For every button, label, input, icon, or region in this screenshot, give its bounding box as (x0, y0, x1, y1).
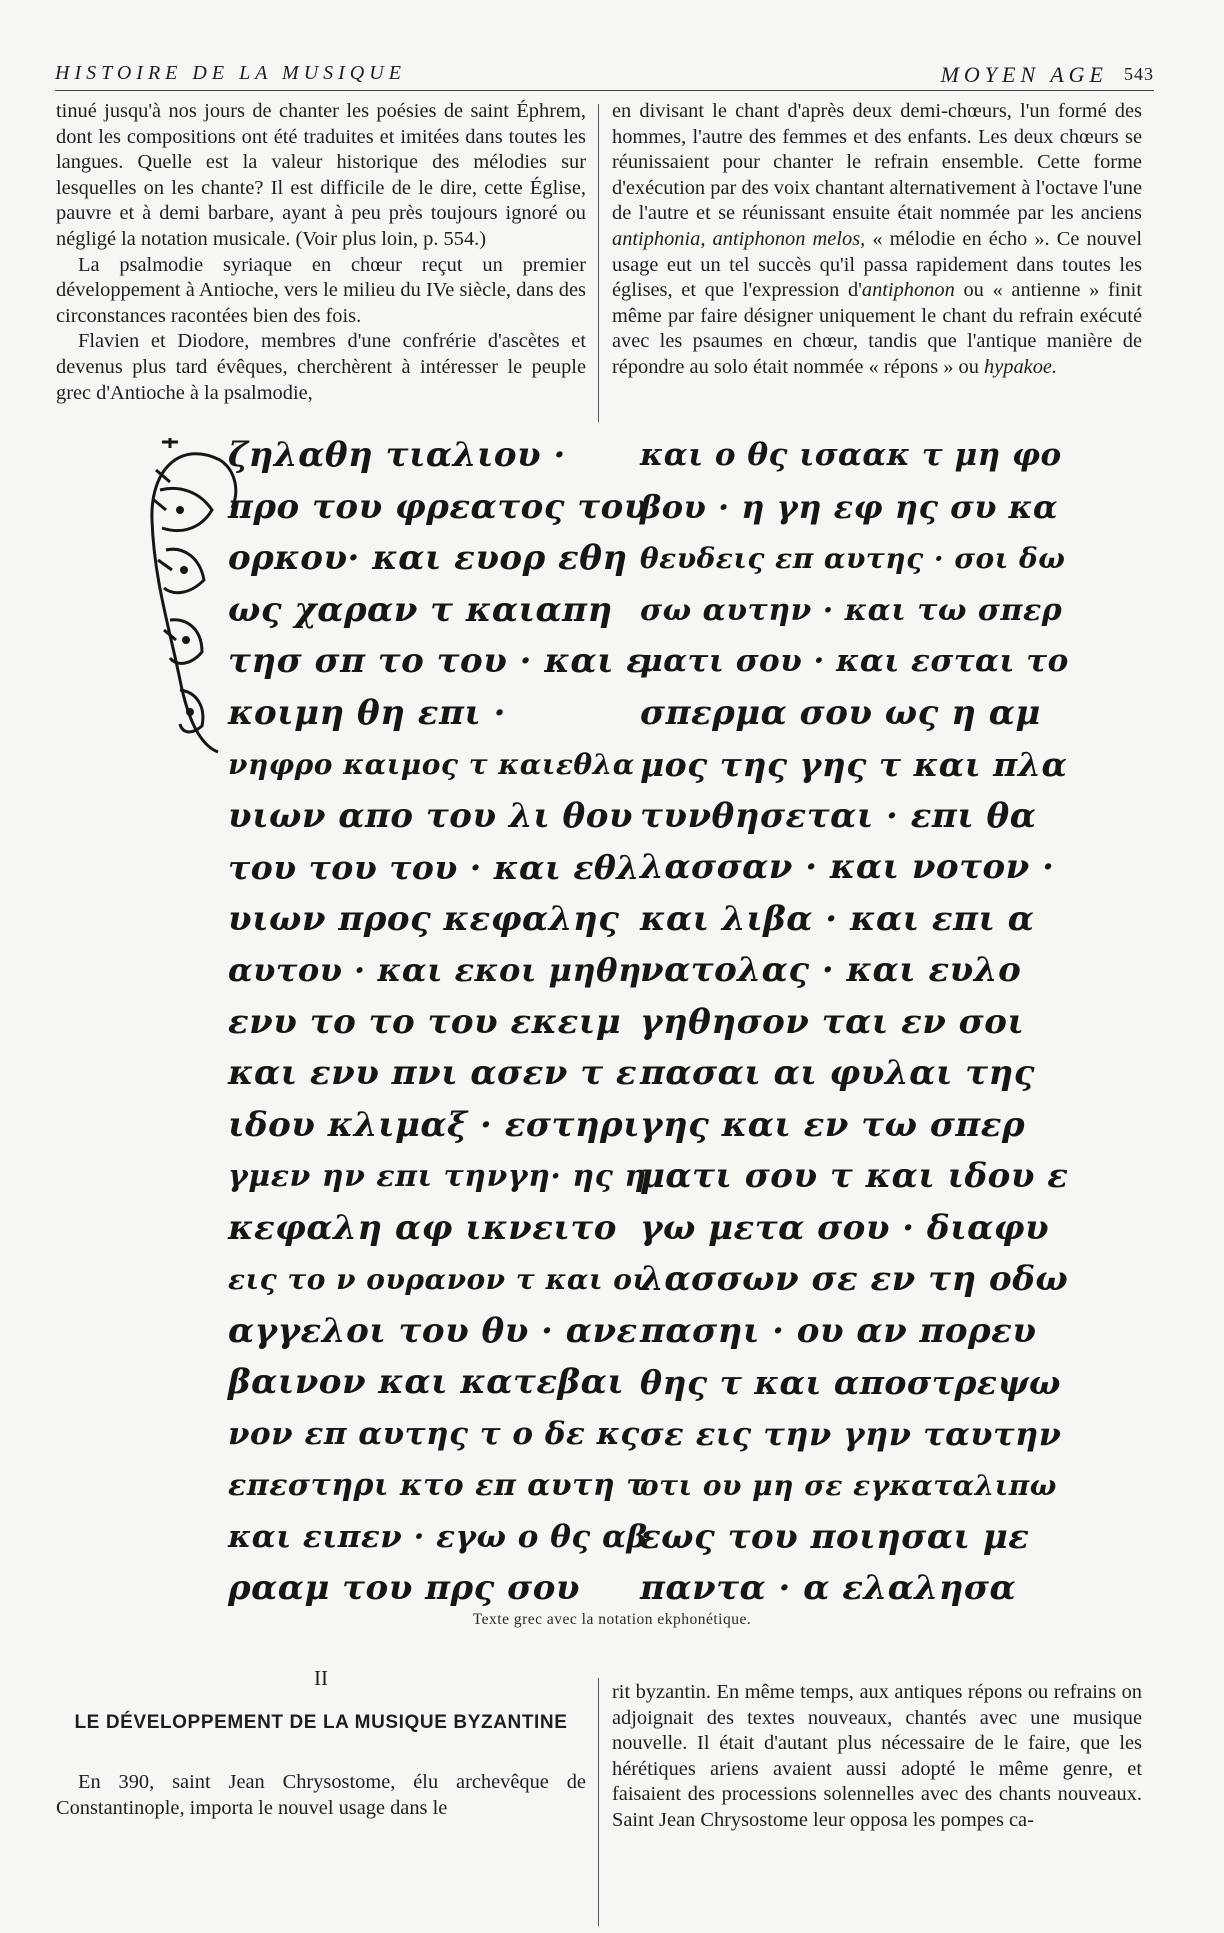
column-divider (598, 104, 599, 422)
manuscript-line: αυτου · και εκοι μηθη (228, 951, 642, 989)
manuscript-left-column (228, 430, 648, 1615)
top-right-column (612, 99, 1142, 381)
bottom-left-column (56, 1770, 586, 1821)
manuscript-line: σω αυτην · και τω σπερ (640, 592, 1063, 628)
manuscript-line: οτι ου μη σε εγκαταλιπω (640, 1469, 1057, 1502)
manuscript-line: υιων απο του λι θου (228, 795, 633, 836)
manuscript-line: ως χαραν τ καιαπη (228, 589, 613, 630)
manuscript-line: παντα · α ελαλησα (640, 1568, 1017, 1608)
manuscript-line: και ο θς ισαακ τ μη φο (640, 437, 1062, 473)
manuscript-line: εως του ποιησαι με (640, 1516, 1030, 1557)
manuscript-line: γηθησον ται εν σοι (640, 1001, 1025, 1042)
column-divider (598, 1678, 599, 1926)
manuscript-line: του του του · και εθλ (228, 848, 641, 887)
manuscript-line: κοιμη θη επι · (228, 692, 506, 733)
section-number: II (314, 1666, 328, 1690)
manuscript-line: και ειπεν · εγω ο θς αβ (228, 1518, 648, 1555)
figure-caption: Texte grec avec la notation ekphonétique. (472, 1611, 752, 1628)
header-book-title: HISTOIRE DE LA MUSIQUE (55, 62, 406, 84)
manuscript-line: κεφαλη αφ ικνειτο (228, 1207, 617, 1248)
manuscript-line: βαινον και κατεβαι (228, 1362, 625, 1402)
manuscript-right-column (640, 430, 1070, 1615)
term-hypakoe: hypakoe. (984, 355, 1058, 378)
manuscript-line: εις το ν ουρανον τ και οι (228, 1263, 647, 1296)
manuscript-line: ματι σου τ και ιδου ε (640, 1156, 1069, 1196)
manuscript-line: λασσων σε εν τη οδω (640, 1259, 1069, 1299)
manuscript-line: αγγελοι του θυ · ανε (228, 1310, 638, 1351)
manuscript-line: νηφρο καιμος τ καιεθλα (228, 748, 635, 781)
manuscript-line: ιδου κλιμαξ · εστηρι (228, 1104, 641, 1145)
manuscript-line: νατολας · και ευλο (640, 950, 1022, 990)
manuscript-line: σπερμα σου ως η αμ (640, 692, 1041, 733)
manuscript-line: πασηι · ου αν πορευ (640, 1310, 1037, 1351)
manuscript-line: γμεν ην επι τηνγη· ης η (228, 1159, 647, 1194)
header-chapter-title: MOYEN AGE (940, 62, 1108, 87)
text-run: ou « antienne » finit même par faire désigner uniquement le chant du refrain exécuté avec les psaumes en chœur, tandis que l'antique manière de répondre au solo était nommée « répons » ou (612, 279, 1142, 378)
manuscript-line: και λιβα · και επι α (640, 898, 1035, 939)
manuscript-line: τυνθησεται · επι θα (640, 795, 1037, 836)
manuscript-line: μος της γης τ και πλα (640, 745, 1068, 784)
manuscript-line: ενυ το το του εκειμ (228, 1001, 622, 1042)
manuscript-line: ορκου· και ευορ εθη (228, 538, 628, 578)
manuscript-line: θης τ και αποστρεψω (640, 1363, 1061, 1402)
page-number: 543 (1124, 64, 1154, 84)
running-header (55, 62, 1154, 92)
manuscript-line: προ του φρεατος του (228, 486, 648, 527)
manuscript-facsimile (140, 430, 1090, 1608)
text-run: « mélodie en écho ». Ce nouvel usage eut un tel succès qu'il passa rapidement dans toutes les églises, et que l'expression d' (612, 227, 1142, 302)
manuscript-line: ρααμ του πρς σου (228, 1568, 581, 1608)
paragraph: rit byzantin. En même temps, aux antiques répons ou refrains on adjoignait des textes nouveaux, chantés avec une musique nouvelle. Il était d'autant plus nécessaire de le faire, que les hérétiques ariens avaient aussi adopté le même genre, et faisaient des processions solennelles avec des chants nouveaux. Saint Jean Chrysostome leur opposa les pompes ca- (612, 1681, 1142, 1831)
manuscript-line: θευδεις επ αυτης · σοι δω (640, 542, 1066, 575)
manuscript-line: επεστηρι κτο επ αυτη τ (228, 1468, 647, 1503)
header-rule (55, 90, 1154, 91)
manuscript-line: και ενυ πνι ασεν τ ε (228, 1053, 638, 1093)
manuscript-line: υιων προς κεφαλης (228, 898, 620, 939)
paragraph: Flavien et Diodore, membres d'une confrérie d'ascètes et devenus plus tard évêques, cherchèrent à intéresser le peuple grec d'Antioche à la psalmodie, (56, 330, 586, 404)
manuscript-line: πασαι αι φυλαι της (640, 1053, 1035, 1093)
manuscript-line: ματι σου · και εσται το (640, 643, 1069, 679)
manuscript-line: γω μετα σου · διαφυ (640, 1207, 1050, 1248)
paragraph (612, 99, 1142, 381)
text-run: en divisant le chant d'après deux demi-chœurs, l'un formé des hommes, l'autre des femmes et des enfants. Les deux chœurs se réunissaient pour chanter le refrain ensemble. Cette forme d'exécution par des voix chantant alternativement à l'octave l'une de l'autre et se réunissant ensuite était nommée par les anciens (612, 100, 1142, 225)
term-antiphonia: antiphonia, antiphonon melos, (612, 227, 866, 250)
manuscript-line: ζηλαθη τιαλιου · (228, 435, 566, 475)
manuscript-line: νον επ αυτης τ ο δε κς (228, 1415, 640, 1452)
paragraph: tinué jusqu'à nos jours de chanter les poésies de saint Éphrem, dont les compositions ont été traduites et imitées dans toutes les langues. Quelle est la valeur historique des mélodies sur lesquelles on les chante? Il est difficile de le dire, cette Église, pauvre et à demi barbare, ayant à peu près toujours ignoré ou négligé la notation musicale. (Voir plus loin, p. 554.) (56, 100, 586, 250)
manuscript-line: τησ σπ το του · και ε (228, 641, 648, 681)
section-title: LE DÉVELOPPEMENT DE LA MUSIQUE BYZANTINE (74, 1712, 568, 1733)
bottom-right-column (612, 1680, 1142, 1834)
manuscript-line: βου · η γη εφ ης συ κα (640, 487, 1059, 526)
manuscript-line: σε εις την γην ταυτην (640, 1414, 1062, 1453)
paragraph: La psalmodie syriaque en chœur reçut un premier développement à Antioche, vers le milieu du IVe siècle, dans des circonstances racontées bien des fois. (56, 253, 586, 327)
paragraph: En 390, saint Jean Chrysostome, élu archevêque de Constantinople, importa le nouvel usage dans le (56, 1771, 586, 1819)
top-left-column (56, 99, 586, 406)
manuscript-line: γης και εν τω σπερ (640, 1104, 1026, 1145)
manuscript-line: λασσαν · και νοτον · (640, 847, 1055, 887)
term-antiphonon: antiphonon (861, 279, 955, 302)
